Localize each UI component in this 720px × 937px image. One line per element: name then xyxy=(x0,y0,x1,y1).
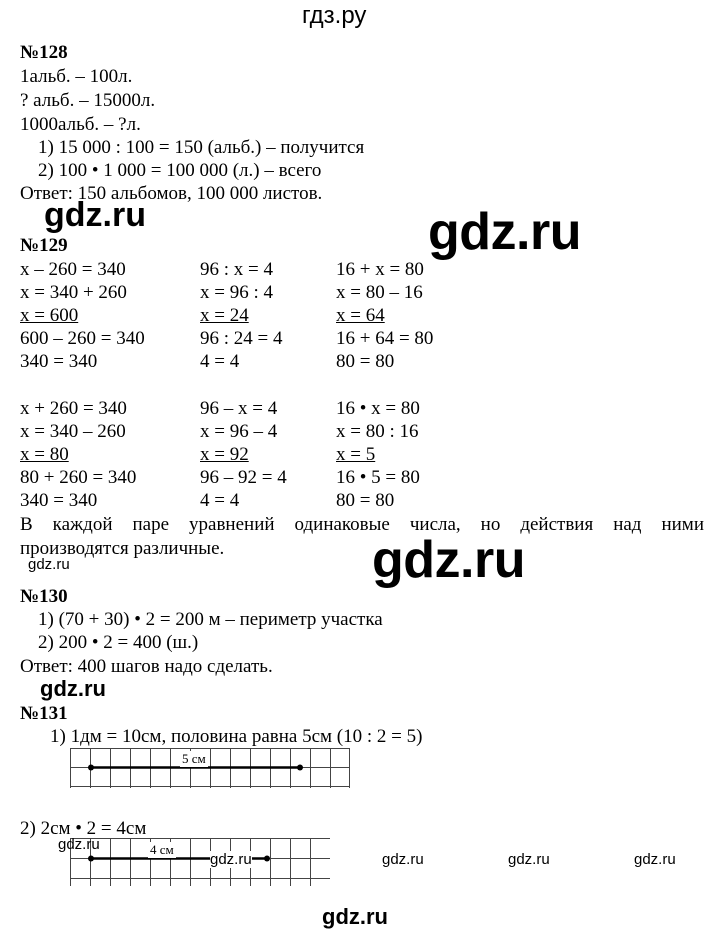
equation-check: 80 = 80 xyxy=(336,351,395,372)
problem-128-line: ? альб. – 15000л. xyxy=(20,90,156,111)
segment-grid-2 xyxy=(70,838,330,886)
problem-128-line: 1000альб. – ?л. xyxy=(20,114,141,135)
equation-solution: x = 24 xyxy=(200,305,249,326)
equation-solution: x = 600 xyxy=(20,305,79,326)
problem-128-answer: Ответ: 150 альбомов, 100 000 листов. xyxy=(20,183,323,204)
equation-check: 96 : 24 = 4 xyxy=(200,328,283,349)
problem-128-line: 1альб. – 100л. xyxy=(20,66,133,87)
segment-label: 5 см xyxy=(182,751,206,766)
footer-watermark: gdz.ru xyxy=(322,904,388,929)
problem-129-note: В каждой паре уравнений одинаковые числа, но действия над ними xyxy=(20,514,704,535)
equation-check: 80 + 260 = 340 xyxy=(20,467,137,488)
watermark: gdz.ru xyxy=(634,851,676,868)
watermark: gdz.ru xyxy=(508,851,550,868)
segment-point xyxy=(297,765,303,771)
equation: x = 80 : 16 xyxy=(336,421,419,442)
problem-130-answer: Ответ: 400 шагов надо сделать. xyxy=(20,656,273,677)
watermark: gdz.ru xyxy=(210,851,252,868)
segment-label: 4 см xyxy=(150,842,174,857)
problem-129-note: производятся различные. xyxy=(20,538,225,559)
watermark: gdz.ru xyxy=(58,836,100,853)
equation-check: 600 – 260 = 340 xyxy=(20,328,145,349)
watermark: gdz.ru xyxy=(28,556,70,573)
equation-check: 16 + 64 = 80 xyxy=(336,328,434,349)
watermark: gdz.ru xyxy=(40,676,106,701)
watermark: gdz.ru xyxy=(382,851,424,868)
equation-solution: x = 80 xyxy=(20,444,69,465)
equation-check: 340 = 340 xyxy=(20,490,98,511)
problem-131-line: 2) 2см • 2 = 4см xyxy=(20,818,147,839)
segment-point xyxy=(88,765,94,771)
equation: x + 260 = 340 xyxy=(20,398,127,419)
equation: x = 340 – 260 xyxy=(20,421,126,442)
equation: x – 260 = 340 xyxy=(20,259,126,280)
equation: 96 : x = 4 xyxy=(200,259,273,280)
equation: x = 80 – 16 xyxy=(336,282,423,303)
segment-point xyxy=(264,856,270,862)
problem-131-title: №131 xyxy=(20,703,68,724)
segment-grid-1 xyxy=(70,748,350,788)
equation: x = 96 : 4 xyxy=(200,282,273,303)
problem-128-line: 2) 100 • 1 000 = 100 000 (л.) – всего xyxy=(38,160,322,181)
equation-check: 16 • 5 = 80 xyxy=(336,467,420,488)
equation-check: 96 – 92 = 4 xyxy=(200,467,287,488)
problem-131-line: 1) 1дм = 10см, половина равна 5см (10 : 2 = 5) xyxy=(50,726,423,747)
page-header: гдз.ру xyxy=(302,2,367,29)
equation-check: 340 = 340 xyxy=(20,351,98,372)
problem-128-line: 1) 15 000 : 100 = 150 (альб.) – получится xyxy=(38,137,365,158)
equation-check: 4 = 4 xyxy=(200,351,240,372)
equation: x = 96 – 4 xyxy=(200,421,278,442)
equation: 16 + x = 80 xyxy=(336,259,424,280)
equation-check: 80 = 80 xyxy=(336,490,395,511)
problem-129-title: №129 xyxy=(20,235,68,256)
equation-check: 4 = 4 xyxy=(200,490,240,511)
equation: 16 • x = 80 xyxy=(336,398,420,419)
equation-solution: x = 64 xyxy=(336,305,385,326)
watermark: gdz.ru xyxy=(372,531,525,589)
problem-130-line: 1) (70 + 30) • 2 = 200 м – периметр участка xyxy=(38,609,383,630)
problem-130-line: 2) 200 • 2 = 400 (ш.) xyxy=(38,632,199,653)
segment-point xyxy=(88,856,94,862)
problem-128-title: №128 xyxy=(20,42,68,63)
equation-solution: x = 92 xyxy=(200,444,249,465)
watermark: gdz.ru xyxy=(44,196,146,234)
watermark: gdz.ru xyxy=(428,203,581,261)
equation-solution: x = 5 xyxy=(336,444,376,465)
equation: x = 340 + 260 xyxy=(20,282,127,303)
equation: 96 – x = 4 xyxy=(200,398,278,419)
problem-130-title: №130 xyxy=(20,586,68,607)
